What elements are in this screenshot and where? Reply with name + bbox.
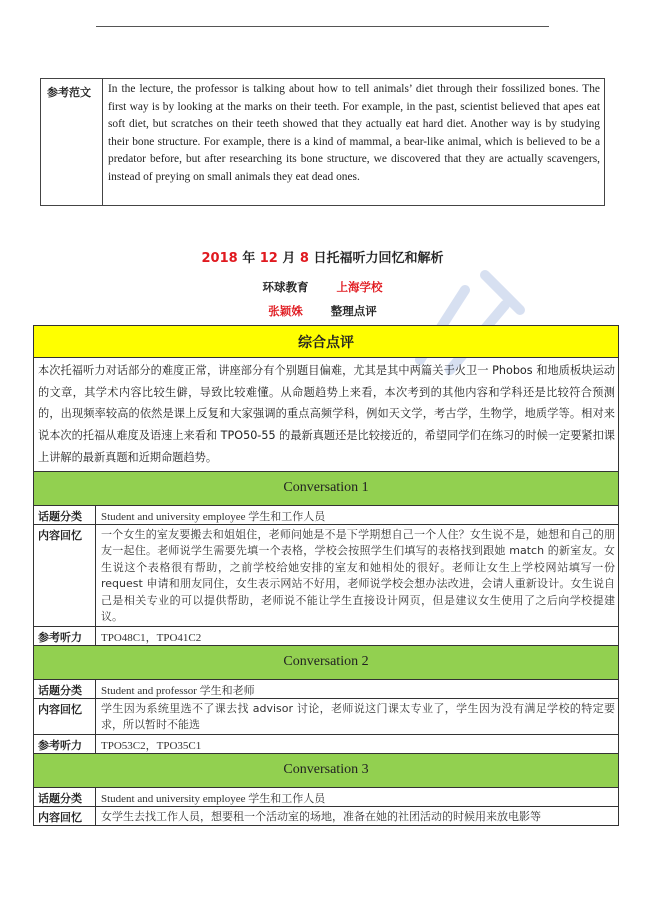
conversation-3-content-row [34,807,618,826]
topic-label: 话题分类 [34,506,96,524]
conversation-2-topic-row [34,680,618,699]
topic-value: Student and university employee 学生和工作人员 [101,510,326,523]
page-title [0,247,645,266]
topic-value: Student and university employee 学生和工作人员 [101,792,326,805]
sample-label: 参考范文 [41,79,103,205]
content-value: 女学生去找工作人员，想要租一个活动室的场地，准备在她的社团活动的时候用来放电影等 [101,809,541,823]
conversation-1-content-row [34,525,618,627]
credits-role: 整理点评 [330,304,377,318]
credits-org-line [0,279,645,295]
sample-answer-box [40,78,605,206]
topic-value: Student and professor 学生和老师 [101,684,255,697]
conversation-1-title: Conversation 1 [34,472,618,506]
content-label: 内容回忆 [34,807,96,826]
content-label: 内容回忆 [34,525,96,626]
content-label: 内容回忆 [34,699,96,734]
title-yue: 月 [277,251,300,266]
conversation-1-ref-row [34,627,618,646]
conversation-2-ref-row [34,735,618,754]
content-value: 学生因为系统里选不了课去找 advisor 讨论，老师说这门课太专业了，学生因为没有满足学校的特定要求，所以暂时不能选 [101,701,615,732]
overview-text: 本次托福听力对话部分的难度正常，讲座部分有个别题目偏难，尤其是其中两篇关于火卫一 Phobos 和地质板块运动的文章，其学术内容比较生僻，导致比较难懂。从命题趋势上来看，本次考到的其他内容和学科还是比较符合预测的，出现频率较高的依然是课上反复和大家强调的重点高频学科，例如天文学，考古学，生物学，地质学等。相对来说本次的托福从难度及语速上来看和 TPO50-55 的最新真题还是比较接近的，希望同学们在练习的时候一定要紧扣课上讲解的最新真题和近期命题趋势。 [34,358,618,472]
header-rule [96,26,549,27]
title-rest: 日托福听力回忆和解析 [308,251,444,266]
conversation-2-title: Conversation 2 [34,646,618,680]
title-day: 8 [299,251,309,266]
overview-title: 综合点评 [34,326,618,358]
title-month: 12 [259,251,278,266]
credits-org: 环球教育 [262,280,309,294]
conversation-3-topic-row [34,788,618,807]
credits-school: 上海学校 [336,280,383,294]
conversation-3-title: Conversation 3 [34,754,618,788]
conversation-1-topic-row [34,506,618,525]
credits-author-line [0,303,645,319]
title-nian: 年 [237,251,260,266]
ref-value: TPO48C1，TPO41C2 [101,631,202,644]
topic-label: 话题分类 [34,788,96,806]
ref-value: TPO53C2，TPO35C1 [101,739,202,752]
credits-author: 张颖姝 [268,304,303,318]
topic-label: 话题分类 [34,680,96,698]
summary-table [33,325,619,826]
sample-text: In the lecture, the professor is talking about how to tell animals’ diet through their fossilized bones. The first way is by looking at the marks on their teeth. For example, in the past, scientist believed that apes eat soft diet, but scratches on their teeth showed that they actually eat hard diet. Another way is by studying their bone structure. For example, there is a kind of mammal, a bear-like animal, which is believed to be a predator before, but after researching its bone structure, we discovered that they are actually scavengers, instead of preying on small animals they eat dead ones. [108,83,600,183]
ref-label: 参考听力 [34,735,96,753]
content-value: 一个女生的室友要搬去和姐姐住，老师问她是不是下学期想自己一个人住？女生说不是，她想和自己的朋友一起住。老师说学生需要先填一个表格，学校会按照学生们填写的表格找到跟她 match 的新室友。女生说这个表格很有帮助，之前学校给她安排的室友和她相处的很好。老师让女生上学校网站填写一份 request 申请和朋友同住，女生表示网站不好用，老师说学校会想办法改进，会请人重新设计。女生说自己是相关专业的可以提供帮助，老师说不能让学生直接设计网页，但是建议女生使用了之后向学校提建议。 [101,527,615,624]
conversation-2-content-row [34,699,618,735]
ref-label: 参考听力 [34,627,96,645]
title-year: 2018 [201,251,238,266]
